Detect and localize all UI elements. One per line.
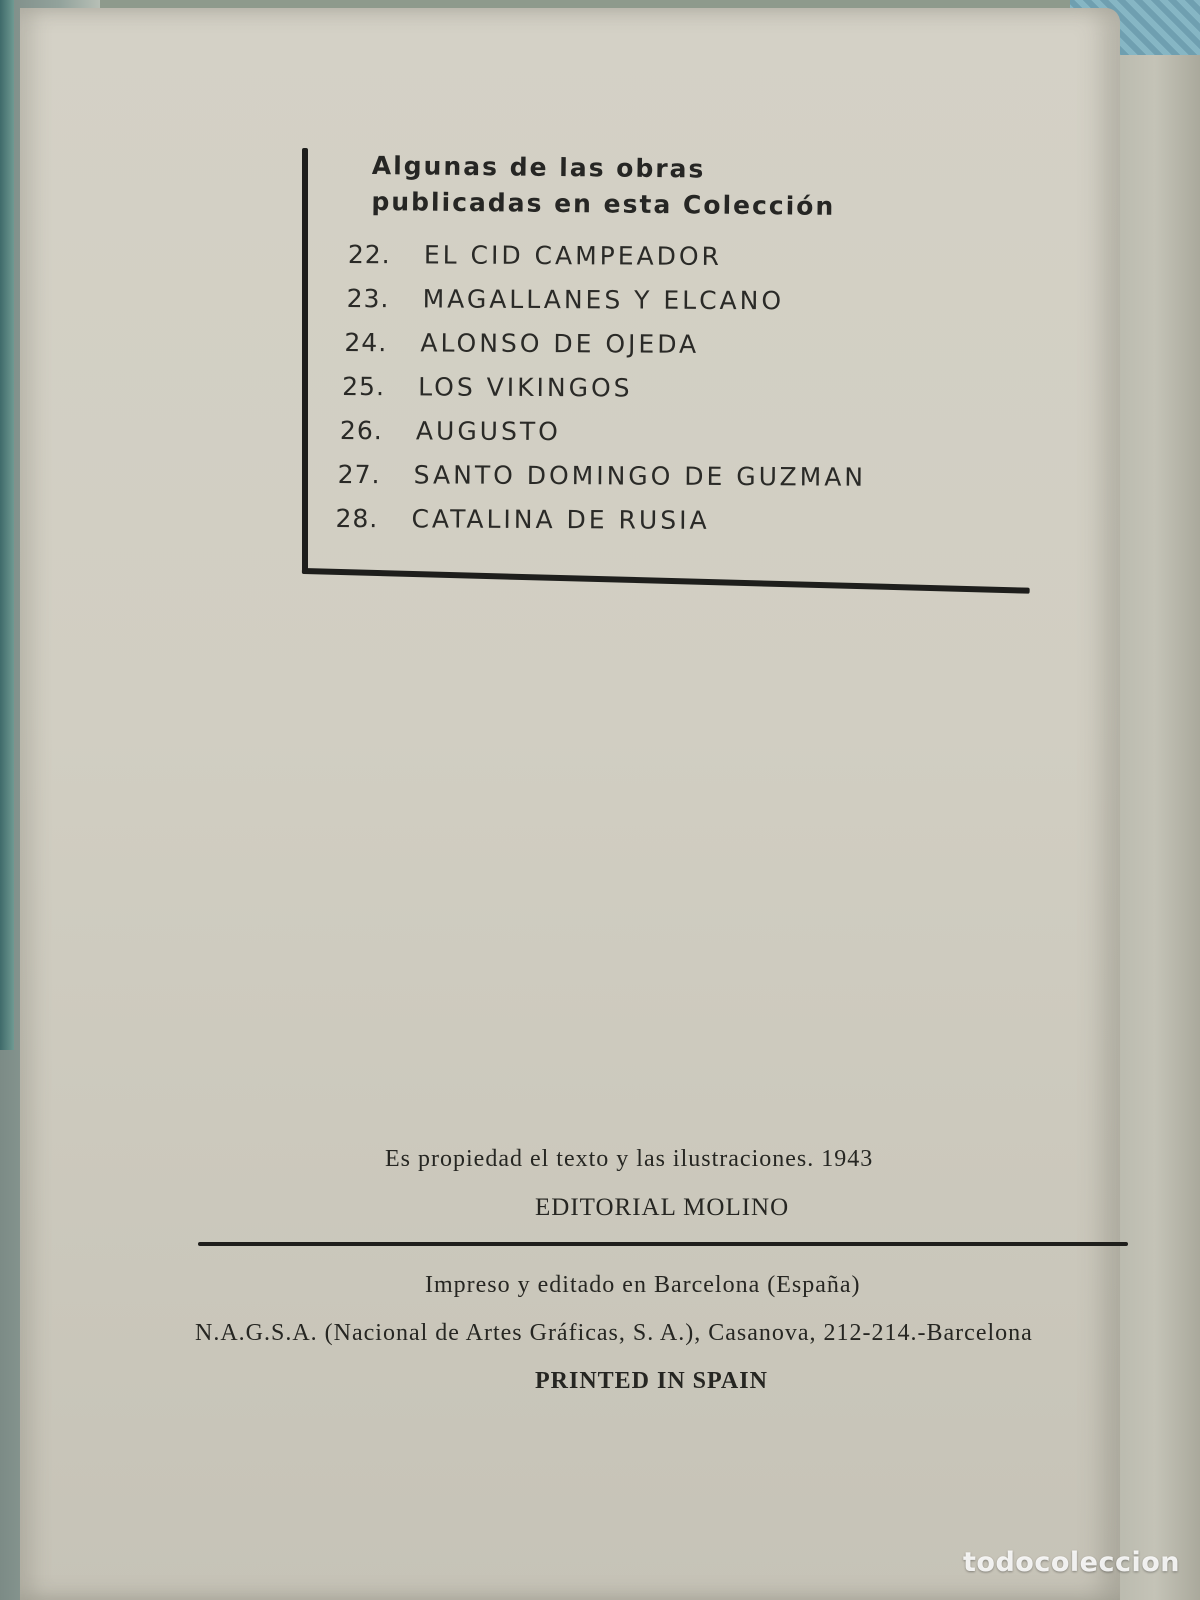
catalog-left-rule	[302, 148, 308, 572]
item-title: CATALINA DE RUSIA	[411, 503, 710, 535]
book-page	[20, 8, 1120, 1600]
item-title: EL CID CAMPEADOR	[423, 239, 723, 271]
item-number: 24.	[344, 327, 388, 357]
publisher-name: EDITORIAL MOLINO	[535, 1194, 790, 1221]
list-item	[347, 276, 868, 323]
item-title: SANTO DOMINGO DE GUZMAN	[413, 459, 867, 492]
item-number: 28.	[335, 503, 379, 533]
item-title: ALONSO DE OJEDA	[420, 327, 700, 359]
colophon-divider	[198, 1242, 1128, 1246]
catalog-box	[302, 148, 1042, 580]
catalog-heading	[371, 148, 972, 226]
item-number: 26.	[339, 415, 383, 445]
printed-in: PRINTED IN SPAIN	[535, 1368, 768, 1394]
book-spine	[0, 0, 14, 1050]
watermark-logo: todocoleccion	[963, 1547, 1180, 1578]
catalog-heading-line2: publicadas en esta Colección	[371, 186, 836, 221]
list-item	[335, 496, 866, 543]
item-number: 22.	[347, 239, 391, 269]
catalog-heading-line1: Algunas de las obras	[371, 150, 706, 184]
list-item	[344, 320, 867, 367]
item-title: AUGUSTO	[415, 415, 561, 446]
printed-city: Impreso y editado en Barcelona (España)	[425, 1272, 861, 1298]
item-title: LOS VIKINGOS	[418, 371, 633, 402]
item-number: 27.	[337, 459, 381, 489]
background-right	[1110, 0, 1200, 1600]
item-number: 25.	[342, 371, 386, 401]
list-item	[348, 232, 868, 279]
item-title: MAGALLANES Y ELCANO	[422, 283, 785, 315]
list-item	[338, 452, 867, 499]
catalog-list	[335, 232, 867, 543]
item-number: 23.	[346, 283, 390, 313]
property-notice: Es propiedad el texto y las ilustraciones. 1943	[385, 1146, 874, 1172]
catalog-bottom-rule	[302, 568, 1030, 594]
list-item	[342, 364, 867, 411]
list-item	[340, 408, 867, 455]
printer-info: N.A.G.S.A. (Nacional de Artes Gráficas, S. A.), Casanova, 212-214.-Barcelona	[195, 1320, 1033, 1346]
